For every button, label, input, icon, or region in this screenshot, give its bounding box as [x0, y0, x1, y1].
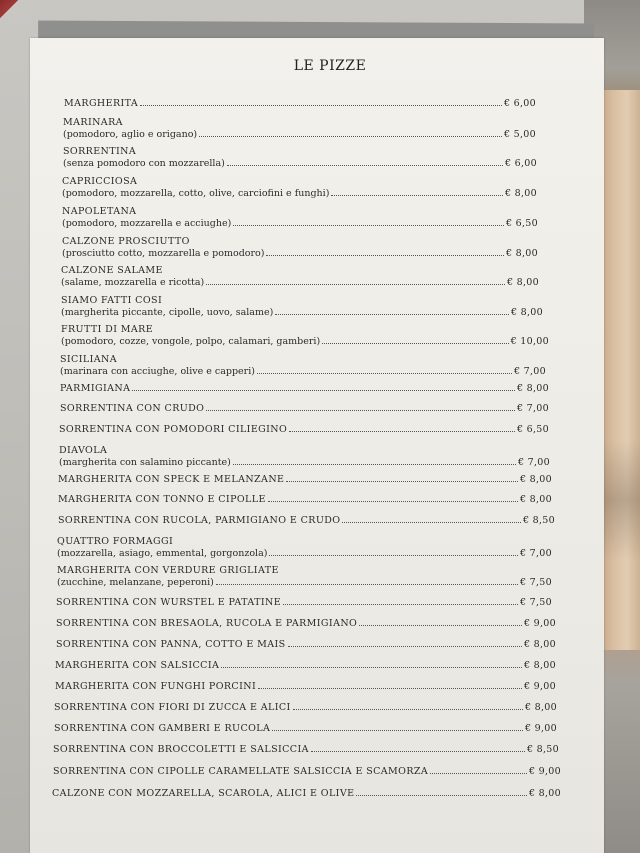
dot-leader	[269, 554, 518, 556]
dot-leader	[272, 729, 523, 731]
item-name: MARINARA	[63, 117, 123, 128]
dot-leader	[206, 409, 515, 411]
item-name: CALZONE SALAME	[61, 265, 163, 276]
dot-leader	[283, 603, 518, 605]
item-name: SORRENTINA CON GAMBERI E RUCOLA	[54, 723, 271, 734]
menu-item	[62, 206, 538, 230]
dot-leader	[257, 372, 512, 374]
item-name: SORRENTINA CON BRESAOLA, RUCOLA E PARMIGIANO	[56, 618, 358, 629]
dot-leader	[140, 104, 502, 106]
menu-item	[60, 354, 546, 378]
item-name: PARMIGIANA	[60, 383, 131, 394]
item-price: € 8,00	[506, 277, 539, 288]
item-name: NAPOLETANA	[62, 206, 137, 217]
item-description: (pomodoro, mozzarella e acciughe)	[62, 218, 232, 229]
item-description: (prosciutto cotto, mozzarella e pomodoro)	[62, 248, 265, 259]
item-price: € 8,00	[504, 188, 537, 199]
menu-item	[57, 536, 552, 560]
menu-item	[55, 681, 556, 693]
item-name: CALZONE PROSCIUTTO	[62, 236, 190, 247]
item-price: € 8,00	[523, 660, 556, 671]
item-name: SORRENTINA CON RUCOLA, PARMIGIANO E CRUDO	[58, 515, 341, 526]
item-price: € 9,00	[528, 766, 561, 777]
menu-item	[60, 383, 549, 395]
menu-item	[53, 744, 559, 756]
menu-item	[58, 515, 555, 527]
item-description: (marinara con acciughe, olive e capperi)	[60, 366, 255, 377]
item-name: DIAVOLA	[59, 445, 108, 456]
item-description: (margherita con salamino piccante)	[59, 457, 231, 468]
item-name: SORRENTINA CON POMODORI CILIEGINO	[59, 424, 288, 435]
menu-item	[56, 639, 556, 651]
dot-leader	[342, 521, 520, 523]
item-name: MARGHERITA CON SPECK E MELANZANE	[58, 474, 285, 485]
dot-leader	[293, 708, 523, 710]
dot-leader	[216, 583, 518, 585]
item-name: SIAMO FATTI COSI	[61, 295, 163, 306]
dot-leader	[356, 794, 527, 796]
dot-leader	[268, 500, 518, 502]
menu-item	[63, 146, 537, 170]
dot-leader	[311, 750, 525, 752]
dot-leader	[331, 194, 503, 196]
menu-item	[63, 117, 536, 141]
item-price: € 7,00	[517, 457, 550, 468]
dot-leader	[227, 164, 503, 166]
item-description: (margherita piccante, cipolle, uovo, salame)	[61, 307, 274, 318]
dot-leader	[221, 666, 522, 668]
menu-item	[54, 723, 557, 735]
item-name: CALZONE CON MOZZARELLA, SCAROLA, ALICI E OLIVE	[52, 788, 355, 799]
dot-leader	[258, 687, 522, 689]
menu-item	[58, 494, 552, 506]
dot-leader	[266, 254, 503, 256]
menu-item	[60, 403, 549, 415]
menu-item	[64, 98, 536, 110]
item-price: € 8,00	[510, 307, 543, 318]
item-name: MARGHERITA CON TONNO E CIPOLLE	[58, 494, 266, 505]
menu-item	[54, 702, 557, 714]
menu-item	[59, 445, 550, 469]
menu-item	[61, 324, 549, 348]
item-price: € 8,00	[524, 702, 557, 713]
item-name: SORRENTINA	[63, 146, 137, 157]
item-price: € 7,50	[519, 597, 552, 608]
item-price: € 8,00	[528, 788, 561, 799]
menu-item	[58, 474, 552, 486]
menu-item	[57, 565, 552, 589]
menu-item	[61, 295, 543, 319]
dot-leader	[288, 645, 522, 647]
item-price: € 8,00	[519, 494, 552, 505]
item-name: MARGHERITA CON FUNGHI PORCINI	[55, 681, 257, 692]
item-description: (mozzarella, asiago, emmental, gorgonzola)	[57, 548, 268, 559]
item-price: € 6,50	[505, 218, 538, 229]
item-price: € 8,00	[505, 248, 538, 259]
dot-leader	[132, 389, 515, 391]
dot-leader	[322, 342, 508, 344]
item-name: SICILIANA	[60, 354, 117, 365]
item-name: SORRENTINA CON WURSTEL E PATATINE	[56, 597, 282, 608]
item-price: € 7,50	[519, 577, 552, 588]
item-price: € 7,00	[516, 403, 549, 414]
menu-item	[53, 766, 561, 778]
dot-leader	[286, 480, 518, 482]
item-description: (pomodoro, mozzarella, cotto, olive, carciofini e funghi)	[62, 188, 330, 199]
item-description: (salame, mozzarella e ricotta)	[61, 277, 205, 288]
item-name: SORRENTINA CON CRUDO	[60, 403, 205, 414]
item-name: FRUTTI DI MARE	[61, 324, 154, 335]
menu-item	[56, 618, 556, 630]
item-price: € 8,50	[522, 515, 555, 526]
dot-leader	[199, 135, 502, 137]
dot-leader	[206, 283, 505, 285]
dot-leader	[233, 463, 516, 465]
item-description: (senza pomodoro con mozzarella)	[63, 158, 225, 169]
dot-leader	[430, 772, 527, 774]
item-price: € 9,00	[524, 723, 557, 734]
item-price: € 6,00	[503, 98, 536, 109]
dot-leader	[275, 313, 509, 315]
item-name: MARGHERITA CON SALSICCIA	[55, 660, 220, 671]
menu-title: LE PIZZE	[293, 58, 367, 74]
item-name: CAPRICCIOSA	[62, 176, 138, 187]
item-price: € 9,00	[523, 618, 556, 629]
item-description: (zucchine, melanzane, peperoni)	[57, 577, 214, 588]
item-name: MARGHERITA CON VERDURE GRIGLIATE	[57, 565, 279, 576]
item-name: MARGHERITA	[64, 98, 139, 109]
item-price: € 8,00	[523, 639, 556, 650]
dot-leader	[233, 224, 504, 226]
menu-item	[55, 660, 556, 672]
item-price: € 5,00	[503, 129, 536, 140]
menu-item	[62, 176, 537, 200]
dot-leader	[359, 624, 522, 626]
item-price: € 10,00	[510, 336, 549, 347]
item-name: SORRENTINA CON BROCCOLETTI E SALSICCIA	[53, 744, 309, 755]
item-price: € 7,00	[519, 548, 552, 559]
menu-item	[56, 597, 552, 609]
item-price: € 9,00	[523, 681, 556, 692]
item-price: € 7,00	[513, 366, 546, 377]
item-name: QUATTRO FORMAGGI	[57, 536, 174, 547]
item-price: € 6,00	[504, 158, 537, 169]
item-description: (pomodoro, cozze, vongole, polpo, calamari, gamberi)	[61, 336, 321, 347]
item-price: € 8,00	[516, 383, 549, 394]
item-description: (pomodoro, aglio e origano)	[63, 129, 198, 140]
item-price: € 8,50	[526, 744, 559, 755]
menu-item	[62, 236, 538, 260]
item-price: € 8,00	[519, 474, 552, 485]
menu-item	[52, 788, 561, 800]
item-price: € 6,50	[516, 424, 549, 435]
item-name: SORRENTINA CON FIORI DI ZUCCA E ALICI	[54, 702, 291, 713]
item-name: SORRENTINA CON PANNA, COTTO E MAIS	[56, 639, 286, 650]
item-name: SORRENTINA CON CIPOLLE CARAMELLATE SALSICCIA E SCAMORZA	[53, 766, 429, 777]
dot-leader	[289, 430, 515, 432]
menu-item	[59, 424, 549, 436]
menu-item	[61, 265, 539, 289]
